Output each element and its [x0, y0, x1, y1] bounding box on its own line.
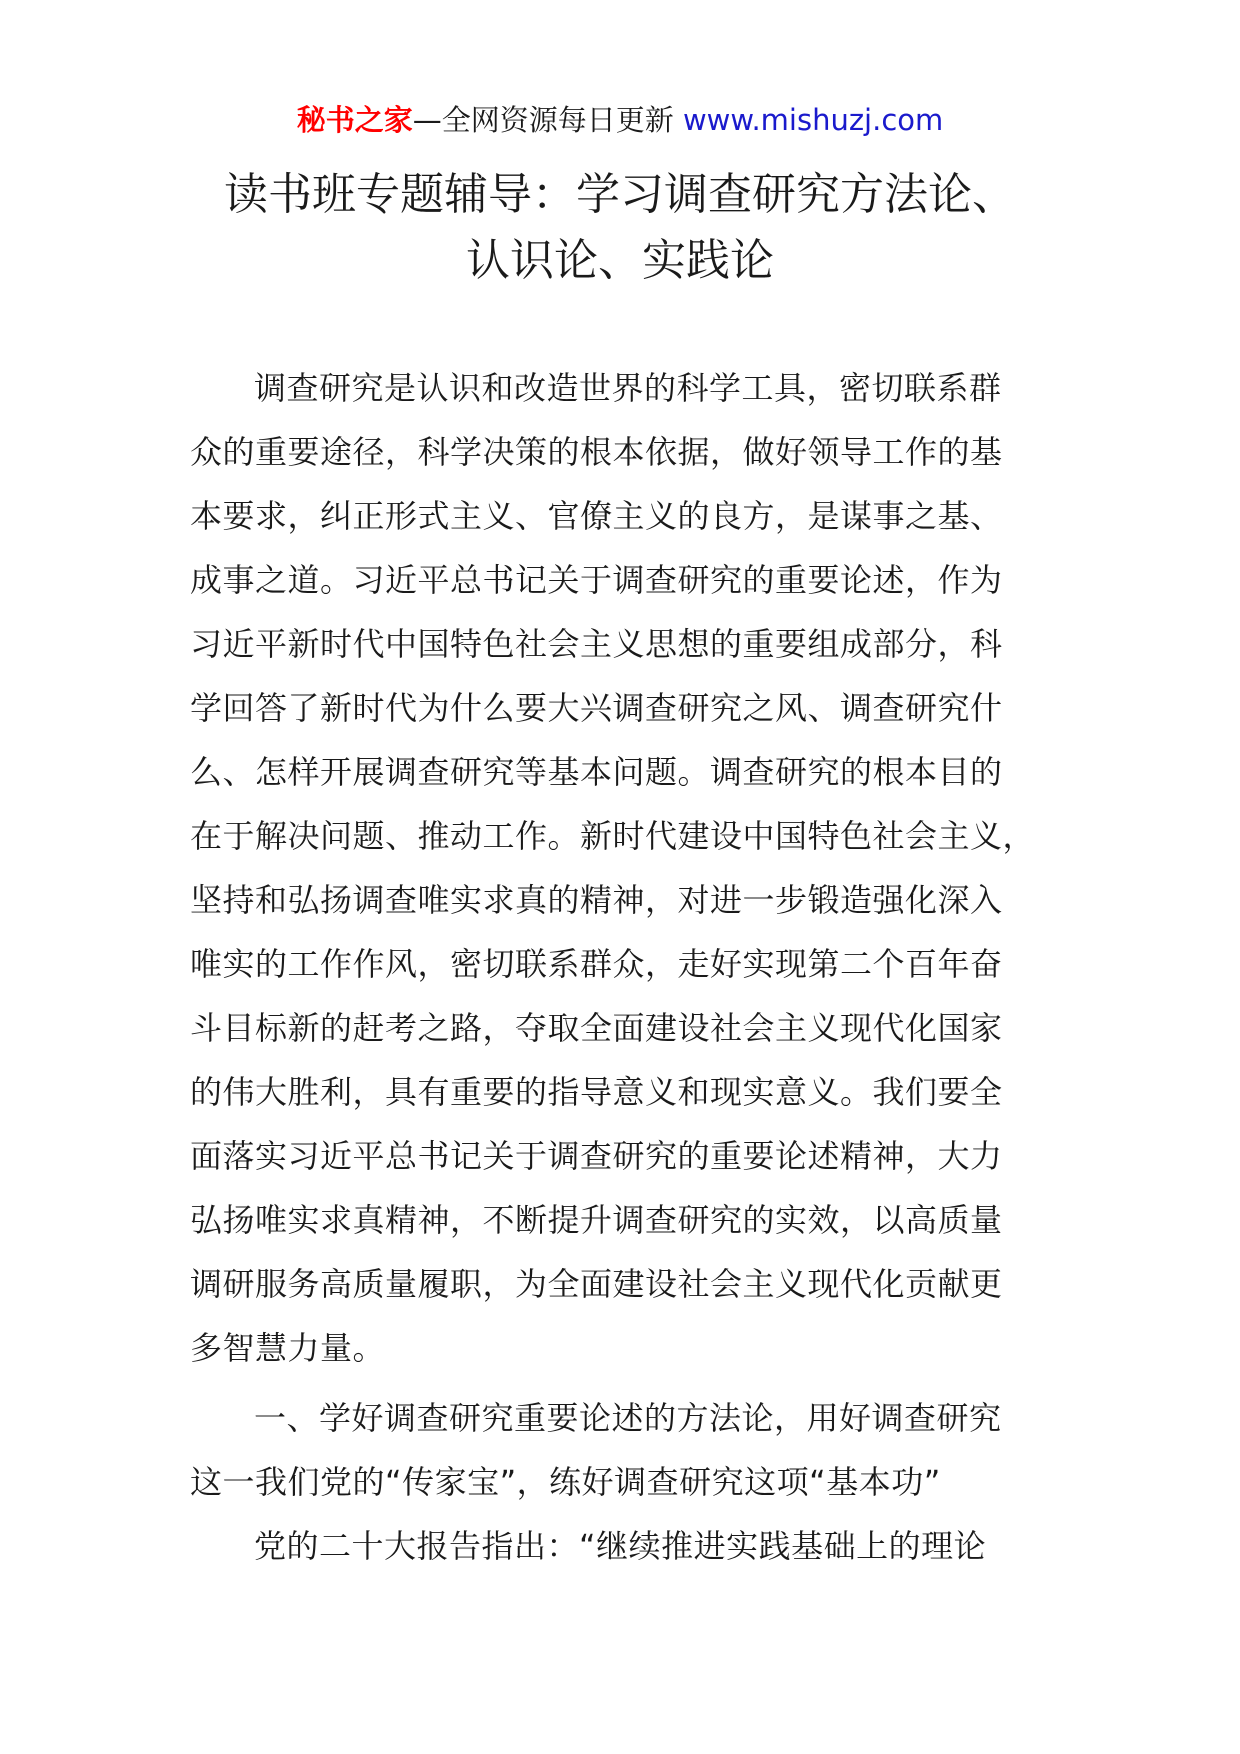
section-1-heading — [190, 1386, 1066, 1514]
section-heading-line: 一、学好调查研究重要论述的方法论，用好调查研究 — [254, 1399, 1002, 1437]
paragraph-line: 学回答了新时代为什么要大兴调查研究之风、调查研究什 — [190, 689, 1003, 727]
paragraph-line: 调查研究是认识和改造世界的科学工具，密切联系群 — [254, 369, 1002, 407]
paragraph-line: 坚持和弘扬调查唯实求真的精神，对进一步锻造强化深入 — [190, 881, 1003, 919]
paragraph-1 — [190, 356, 1066, 1380]
paragraph-line: 众的重要途径，科学决策的根本依据，做好领导工作的基 — [190, 433, 1003, 471]
paragraph-line: 的伟大胜利，具有重要的指导意义和现实意义。我们要全 — [190, 1073, 1003, 1111]
paragraph-line: 习近平新时代中国特色社会主义思想的重要组成部分，科 — [190, 625, 1003, 663]
paragraph-line: 弘扬唯实求真精神，不断提升调查研究的实效，以高质量 — [190, 1201, 1003, 1239]
site-header — [0, 100, 1240, 140]
title-line-1: 读书班专题辅导：学习调查研究方法论、 — [224, 169, 1016, 220]
site-brand: 秘书之家 — [296, 103, 413, 137]
paragraph-line: 面落实习近平总书记关于调查研究的重要论述精神，大力 — [190, 1137, 1003, 1175]
section-1-paragraph — [190, 1514, 1066, 1578]
paragraph-line: 么、怎样开展调查研究等基本问题。调查研究的根本目的 — [190, 753, 1003, 791]
paragraph-line: 本要求，纠正形式主义、官僚主义的良方，是谋事之基、 — [190, 497, 1003, 535]
section-heading-line: 这一我们党的“传家宝”，练好调查研究这项“基本功” — [190, 1463, 941, 1501]
paragraph-line: 党的二十大报告指出：“继续推进实践基础上的理论 — [254, 1527, 987, 1565]
paragraph-line: 调研服务高质量履职，为全面建设社会主义现代化贡献更 — [190, 1265, 1003, 1303]
title-line-2: 认识论、实践论 — [466, 235, 774, 286]
site-slogan: —全网资源每日更新 — [412, 103, 683, 137]
document-body — [190, 356, 1066, 1578]
site-url-link[interactable]: www.mishuzj.com — [682, 103, 944, 137]
paragraph-line: 多智慧力量。 — [190, 1329, 386, 1367]
paragraph-line: 唯实的工作作风，密切联系群众，走好实现第二个百年奋 — [190, 945, 1003, 983]
paragraph-line: 在于解决问题、推动工作。新时代建设中国特色社会主义， — [190, 817, 1036, 855]
paragraph-line: 成事之道。习近平总书记关于调查研究的重要论述，作为 — [190, 561, 1003, 599]
document-title — [150, 162, 1090, 294]
paragraph-line: 斗目标新的赶考之路，夺取全面建设社会主义现代化国家 — [190, 1009, 1003, 1047]
